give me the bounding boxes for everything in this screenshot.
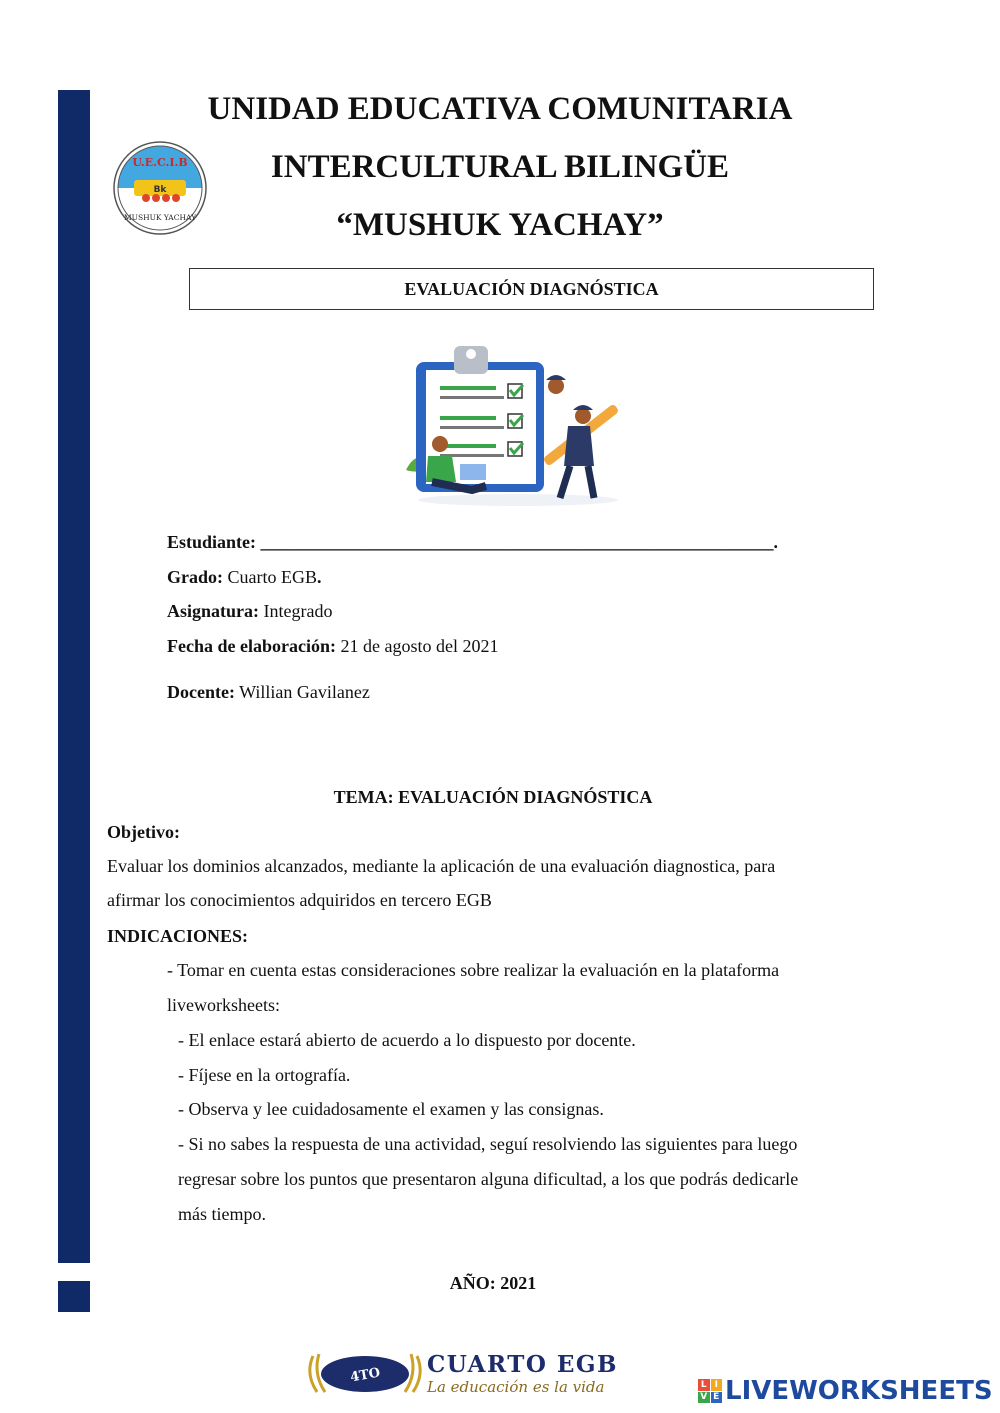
indications-label: INDICACIONES: [107,926,249,946]
liveworksheets-brand [698,1376,993,1406]
indications-line2: liveworksheets: [167,995,280,1015]
liveworksheets-icon-l: L [698,1379,710,1391]
grade-value: Cuarto EGB [227,567,317,587]
grade-suffix: . [317,567,322,587]
objective-label: Objetivo: [107,822,180,842]
objective-line1: Evaluar los dominios alcanzados, mediante la aplicación de una evaluación diagnostica, para [107,856,776,876]
indication-item4-line3: más tiempo. [178,1204,266,1224]
logo-center-text: Bk [153,185,167,195]
date-field [167,636,498,657]
subject-label: Asignatura: [167,601,260,621]
school-title-line2: INTERCULTURAL BILINGÜE [270,149,730,185]
indication-item2: - Fíjese en la ortografía. [178,1065,351,1085]
evaluation-title-box: EVALUACIÓN DIAGNÓSTICA [189,268,874,310]
footer-slogan: La educación es la vida [427,1378,605,1396]
side-bar [58,90,90,1263]
subject-value: Integrado [263,601,333,621]
liveworksheets-text: LIVEWORKSHEETS [725,1376,993,1406]
subject-field [167,601,332,622]
indication-item4-line1: - Si no sabes la respuesta de una actividad, seguí resolviendo las siguientes para luego [178,1134,798,1154]
logo-top-text: U.E.C.I.B [132,156,188,169]
indications-line1: - Tomar en cuenta estas consideraciones sobre realizar la evaluación en la plataforma [167,960,780,980]
cuarto-egb-logo [305,1348,690,1398]
clipboard-illustration [398,340,630,510]
liveworksheets-icon-i: I [711,1379,723,1391]
school-title-line1: UNIDAD EDUCATIVA COMUNITARIA [207,91,793,127]
indication-item1: - El enlace estará abierto de acuerdo a lo dispuesto por docente. [178,1030,636,1050]
footer-badge-text: 4TO [349,1365,382,1386]
school-logo [112,140,208,236]
student-label: Estudiante: [167,532,257,552]
tema-heading: TEMA: EVALUACIÓN DIAGNÓSTICA [333,787,653,807]
teacher-field [167,682,370,703]
date-label: Fecha de elaboración: [167,636,336,656]
teacher-label: Docente: [167,682,235,702]
objective-line2: afirmar los conocimientos adquiridos en tercero EGB [107,890,492,910]
teacher-value: Willian Gavilanez [239,682,370,702]
student-blank: _________________________________________________________. [260,532,779,552]
student-field [167,532,778,553]
year-label: AÑO: 2021 [449,1273,537,1293]
logo-bottom-text: MUSHUK YACHAY [123,213,197,222]
indication-item3: - Observa y lee cuidadosamente el examen y las consignas. [178,1099,604,1119]
footer-title: CUARTO EGB [427,1351,618,1378]
indication-item4-line2: regresar sobre los puntos que presentaron alguna dificultad, a los que podrás dedicarle [178,1169,799,1189]
liveworksheets-icon-v: V [698,1392,710,1404]
school-title-line3: “MUSHUK YACHAY” [336,207,664,243]
liveworksheets-icon [698,1379,722,1403]
date-value: 21 de agosto del 2021 [340,636,499,656]
grade-label: Grado: [167,567,223,587]
liveworksheets-icon-e: E [711,1392,723,1404]
grade-field [167,567,322,588]
